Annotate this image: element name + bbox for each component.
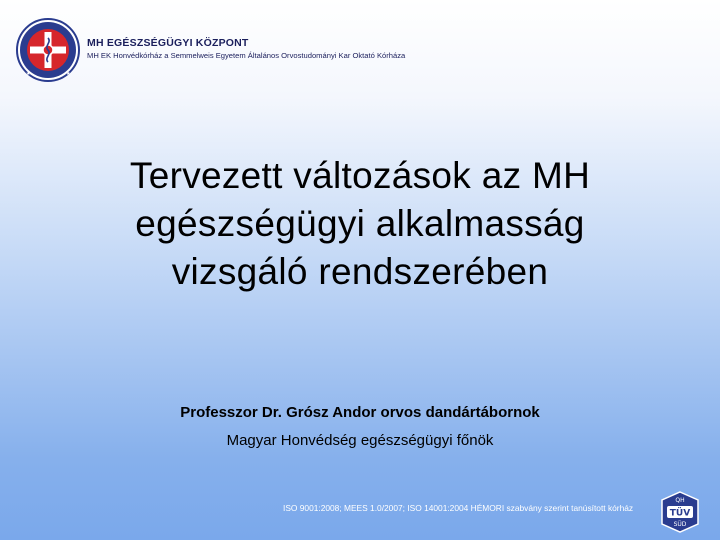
slide-title (0, 152, 720, 296)
title-line-3: vizsgáló rendszerében (171, 251, 549, 292)
svg-text:★: ★ (26, 71, 31, 77)
title-line-2: egészségügyi alkalmasság (135, 203, 585, 244)
presenter-role: Magyar Honvédség egészségügyi főnök (226, 432, 494, 449)
organization-name: MH EGÉSZSÉGÜGYI KÖZPONT (87, 37, 249, 49)
svg-text:★: ★ (66, 71, 71, 77)
tuv-certification-badge-icon (658, 490, 702, 534)
title-line-1: Tervezett változások az MH (129, 155, 591, 196)
badge-top-text: QH (675, 497, 685, 504)
badge-sub-text: SÜD (673, 521, 687, 528)
medical-center-logo-icon (16, 18, 80, 82)
header (16, 18, 405, 82)
badge-main-text: TÜV (669, 508, 691, 519)
organization-subtitle: MH EK Honvédkórház a Semmelweis Egyetem Általános Orvostudományi Kar Oktató Kórháza (87, 51, 406, 60)
organization-info (87, 37, 405, 61)
presenter-name: Professzor Dr. Grósz Andor orvos dandártábornok (180, 404, 540, 421)
certification-text: ISO 9001:2008; MEES 1.0/2007; ISO 14001:2004 HÉMORI szabvány szerint tanúsított kórház (283, 503, 634, 513)
